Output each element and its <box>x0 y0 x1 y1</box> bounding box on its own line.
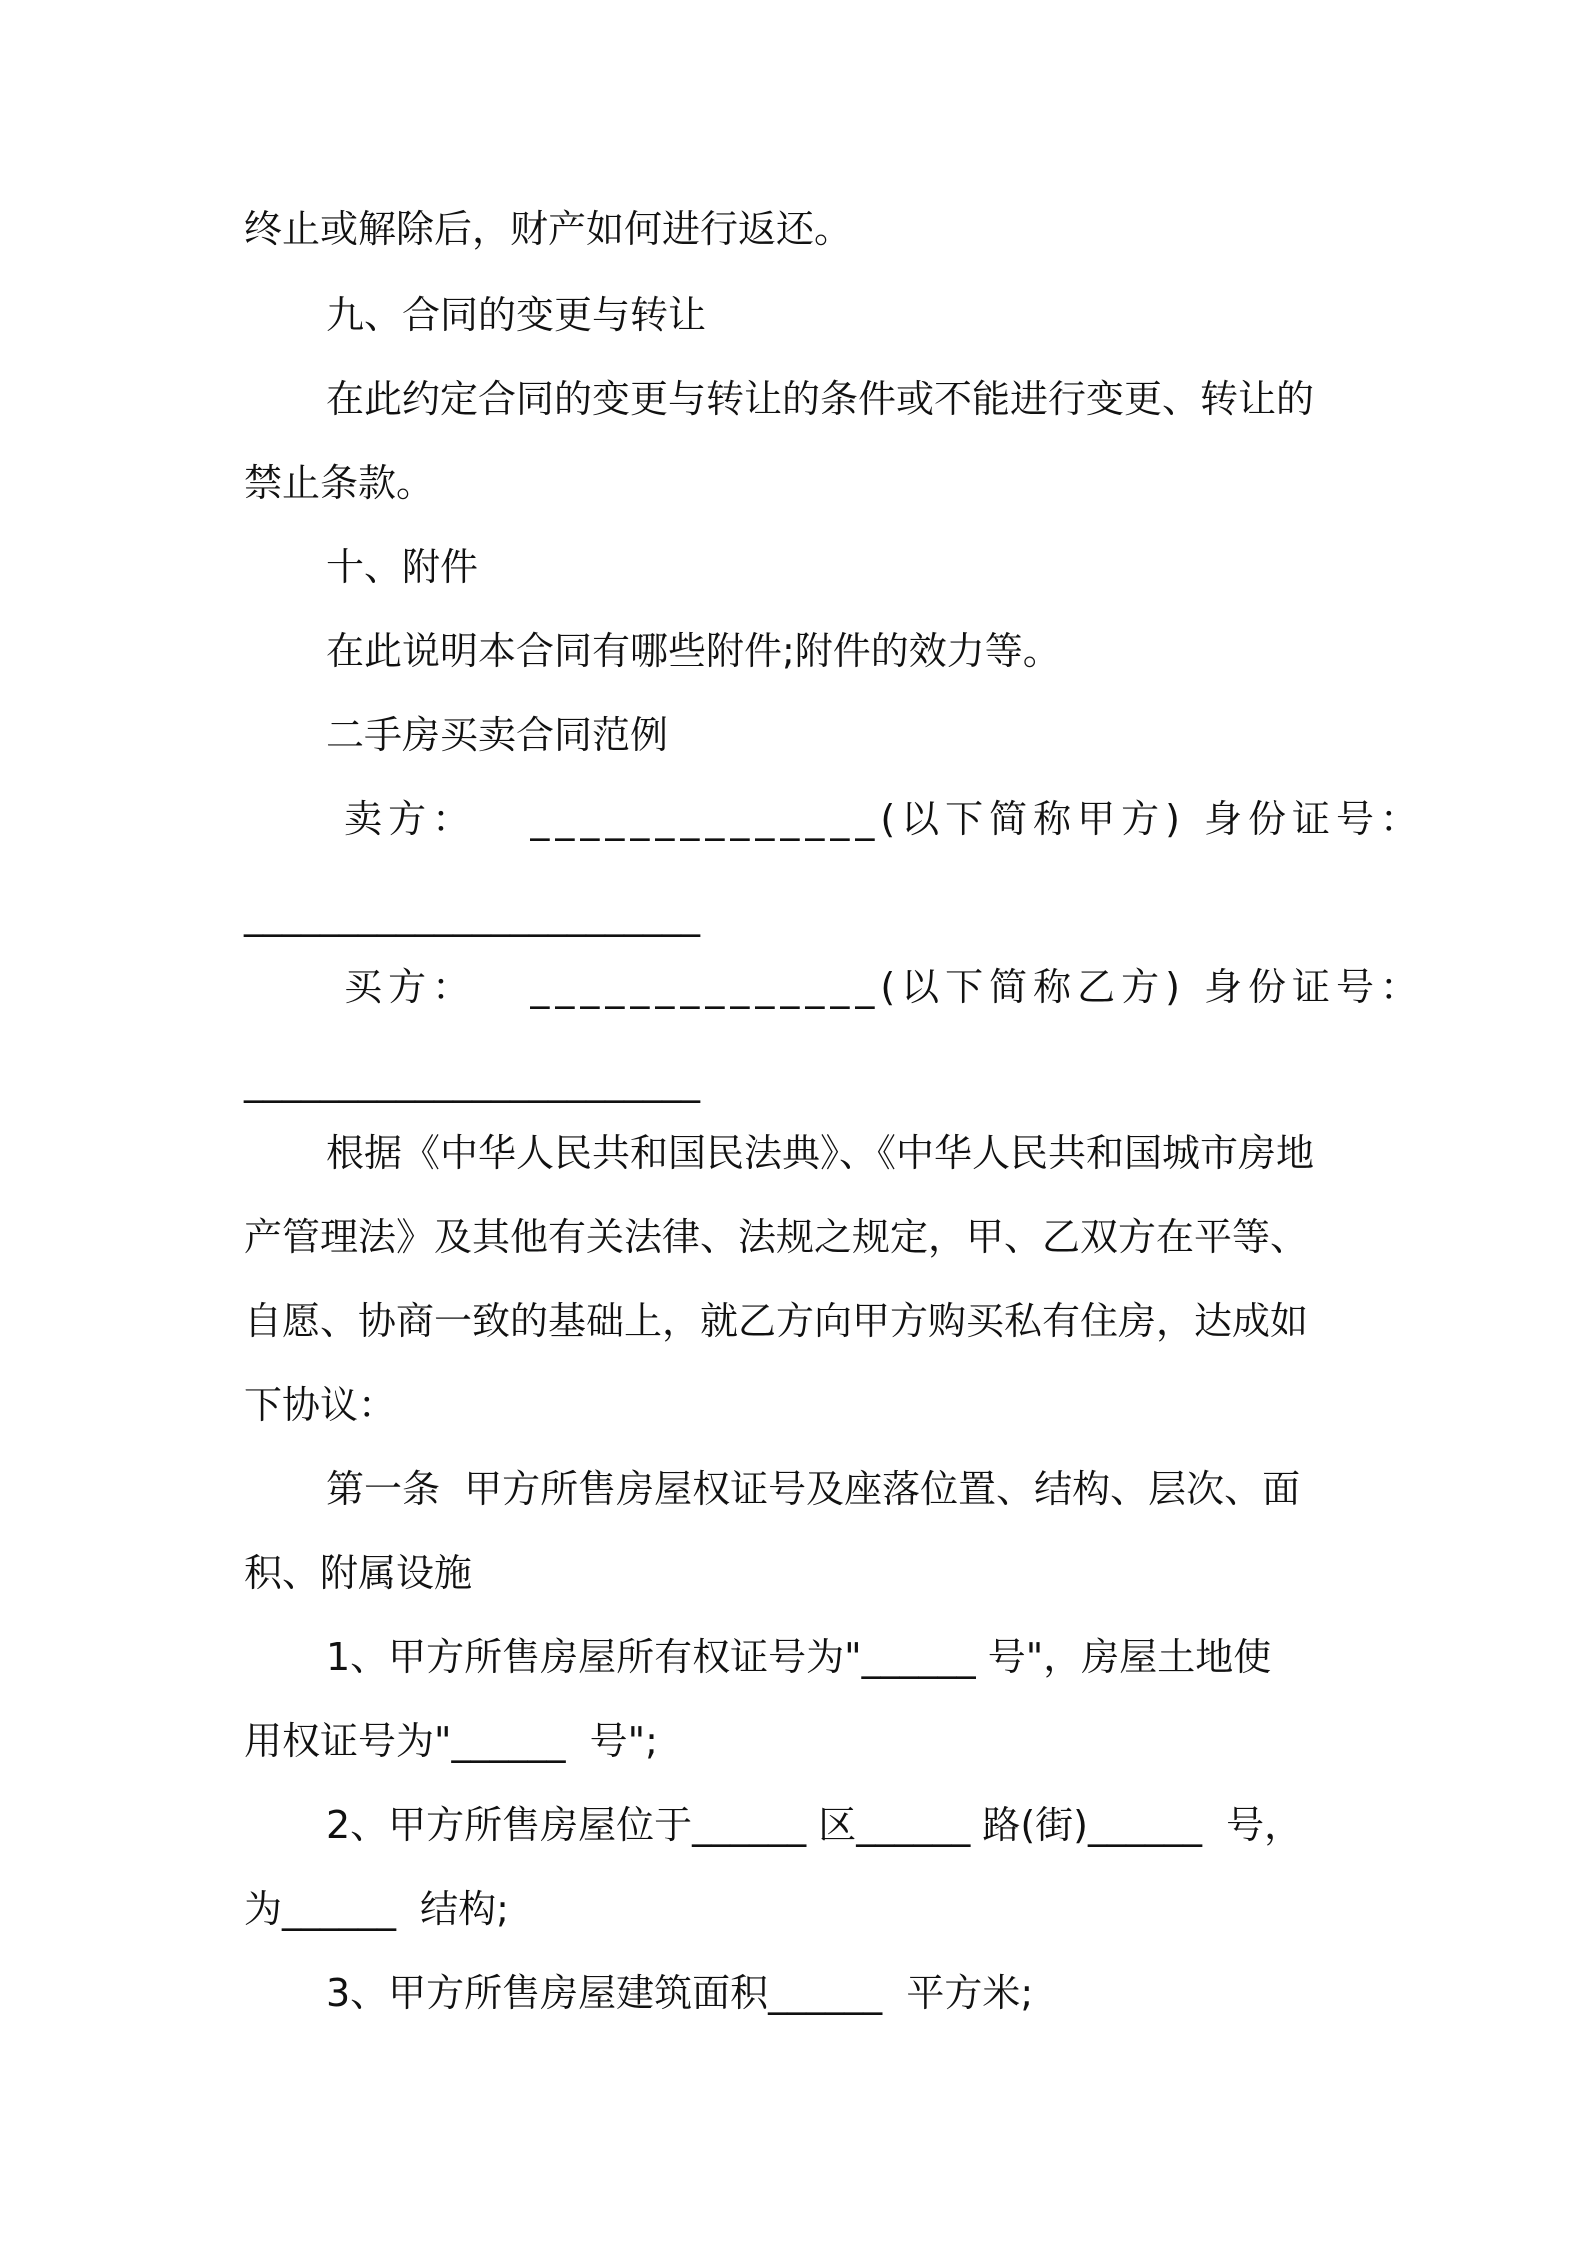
buyer-id-blank: ________________________ <box>244 1059 700 1103</box>
clause-line: 用权证号为"______ 号"; <box>244 1719 658 1763</box>
paragraph-line: 禁止条款。 <box>244 461 435 505</box>
clause-line: 3、甲方所售房屋建筑面积______ 平方米; <box>326 1971 1034 2015</box>
paragraph-line: 终止或解除后，财产如何进行返还。 <box>244 207 853 251</box>
clause-line: 为______ 结构; <box>244 1887 509 1931</box>
paragraph-line: 积、附属设施 <box>244 1551 473 1595</box>
document-subtitle: 二手房买卖合同范例 <box>326 713 669 757</box>
paragraph-line: 产管理法》及其他有关法律、法规之规定，甲、乙双方在平等、 <box>244 1215 1309 1259</box>
seller-line: 卖方： ______________(以下简称甲方) 身份证号： <box>326 797 1425 841</box>
paragraph-line: 根据《中华人民共和国民法典》、《中华人民共和国城市房地 <box>326 1131 1315 1175</box>
article-heading: 第一条 甲方所售房屋权证号及座落位置、结构、层次、面 <box>326 1467 1301 1511</box>
seller-id-blank: ________________________ <box>244 893 700 937</box>
section-heading: 九、合同的变更与转让 <box>326 293 707 337</box>
buyer-line: 买方： ______________(以下简称乙方) 身份证号： <box>326 965 1425 1009</box>
paragraph-line: 下协议： <box>244 1383 397 1427</box>
section-heading: 十、附件 <box>326 545 479 589</box>
clause-line: 1、甲方所售房屋所有权证号为"______ 号"，房屋土地使 <box>326 1635 1272 1679</box>
clause-line: 2、甲方所售房屋位于______ 区______ 路(街)______ 号， <box>326 1803 1303 1847</box>
paragraph-line: 自愿、协商一致的基础上，就乙方向甲方购买私有住房，达成如 <box>244 1299 1309 1343</box>
paragraph-line: 在此约定合同的变更与转让的条件或不能进行变更、转让的 <box>326 377 1315 421</box>
paragraph-line: 在此说明本合同有哪些附件;附件的效力等。 <box>326 629 1061 673</box>
